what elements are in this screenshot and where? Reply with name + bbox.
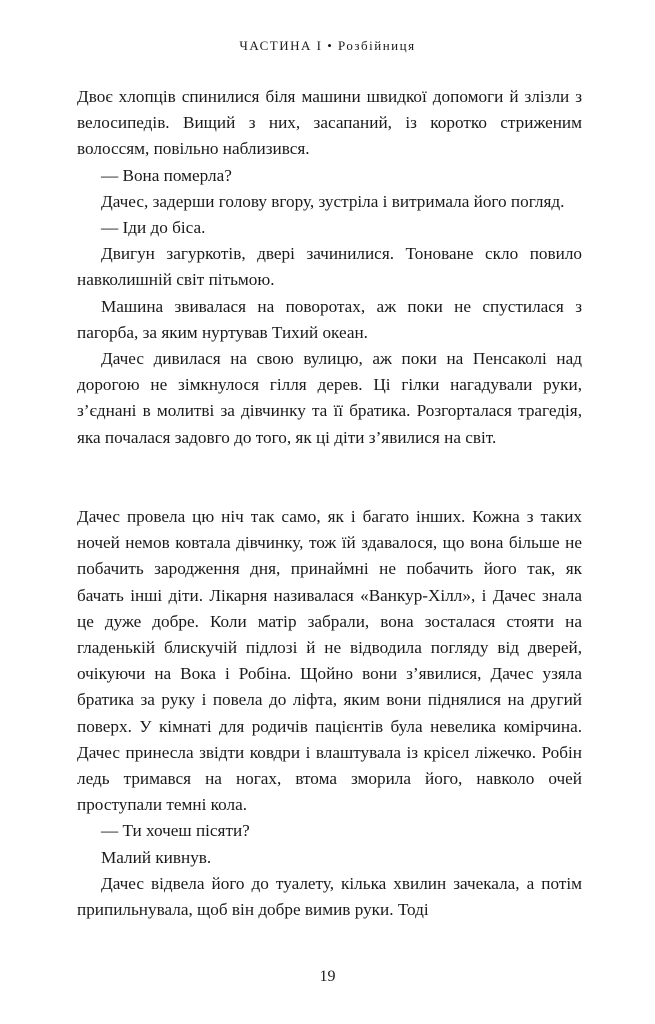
paragraph: Дачес провела цю ніч так само, як і багато інших. Кожна з таких ночей немов ковтала дівчинку, тож їй здавалося, що вона більше не побачить зародження дня, принаймні не побачить його так, як бачать інші діти. Лікарня називалася «Ванкур-Хілл», і Дачес знала це дуже добре. Коли матір забрали, вона зосталася стояти на гладенькій блискучій підлозі й не відводила погляду від дверей, очікуючи на Вока і Робіна. Щойно вони з’явилися, Дачес узяла братика за руку і повела до ліфта, яким вони піднялися на другий поверх. У кімнаті для родичів пацієнтів була невелика комірчина. Дачес принесла звідти ковдри і влаштувала із крісел ліжечко. Робін ледь тримався на ногах, втома зморила його, навколо очей проступали темні кола. (77, 507, 582, 815)
paragraph: Дачес дивилася на свою вулицю, аж поки на Пенсаколі над дорогою не зімкнулося гілля дерев. Ці гілки нагадували руки, з’єднані в молитві за дівчинку та її братика. Розгорталася трагедія, яка почалася задовго до того, як ці діти з’явилися на світ. (77, 349, 582, 447)
paragraph: Дачес, задерши голову вгору, зустріла і витримала його погляд. (101, 191, 565, 211)
text-section-1 (77, 84, 582, 451)
running-head: ЧАСТИНА I • Розбійниця (239, 38, 416, 53)
paragraph: Двигун загуркотів, двері зачинилися. Тоноване скло повило навколишній світ пітьмою. (77, 244, 582, 290)
paragraph: Малий кивнув. (101, 847, 212, 867)
paragraph: Двоє хлопців спинилися біля машини швидкої допомоги й злізли з велосипедів. Вищий з них, засапаний, із коротко стриженим волоссям, повільно наблизився. (77, 87, 582, 159)
paragraph: Дачес відвела його до туалету, кілька хвилин зачекала, а потім припильнувала, щоб він добре вимив руки. Тоді (77, 873, 582, 920)
page-number: 19 (319, 968, 336, 985)
paragraph: — Вона померла? (101, 165, 232, 185)
paragraph: — Ти хочеш пісяти? (101, 821, 250, 841)
paragraph: Машина звивалася на поворотах, аж поки не спустилася з пагорба, за яким нуртував Тихий океан. (77, 296, 582, 342)
text-section-2 (77, 504, 582, 923)
paragraph: — Іди до біса. (101, 218, 206, 238)
